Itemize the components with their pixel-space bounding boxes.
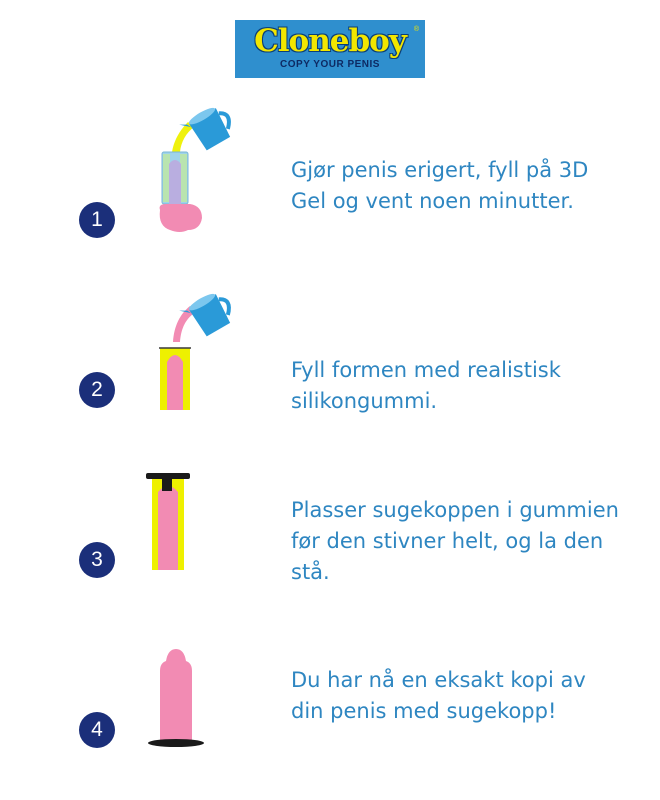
step-4: [0, 605, 660, 775]
step-number: 4: [79, 712, 115, 748]
step-number: 2: [79, 372, 115, 408]
step-number: 1: [79, 202, 115, 238]
step-number: 3: [79, 542, 115, 578]
brand-logo: [235, 20, 425, 78]
step-2: [0, 265, 660, 435]
step-text: Du har nå en eksakt kopi av din penis med sugekopp!: [291, 668, 586, 723]
logo-registered-mark: ®: [413, 26, 419, 33]
logo-tagline: COPY YOUR PENIS: [280, 59, 380, 70]
pour-gel-icon: [140, 100, 240, 250]
suction-cup-mold-icon: [140, 470, 240, 580]
pour-silicone-icon: [140, 290, 240, 415]
step-text: Plasser sugekoppen i gummien før den stivner helt, og la den stå.: [291, 498, 619, 584]
step-3: [0, 435, 660, 605]
logo-wordmark: Cloneboy: [254, 23, 406, 59]
finished-copy-icon: [140, 645, 240, 755]
step-text: Gjør penis erigert, fyll på 3D Gel og vent noen minutter.: [291, 158, 589, 213]
step-1: [0, 95, 660, 265]
step-text: Fyll formen med realistisk silikongummi.: [291, 358, 561, 413]
